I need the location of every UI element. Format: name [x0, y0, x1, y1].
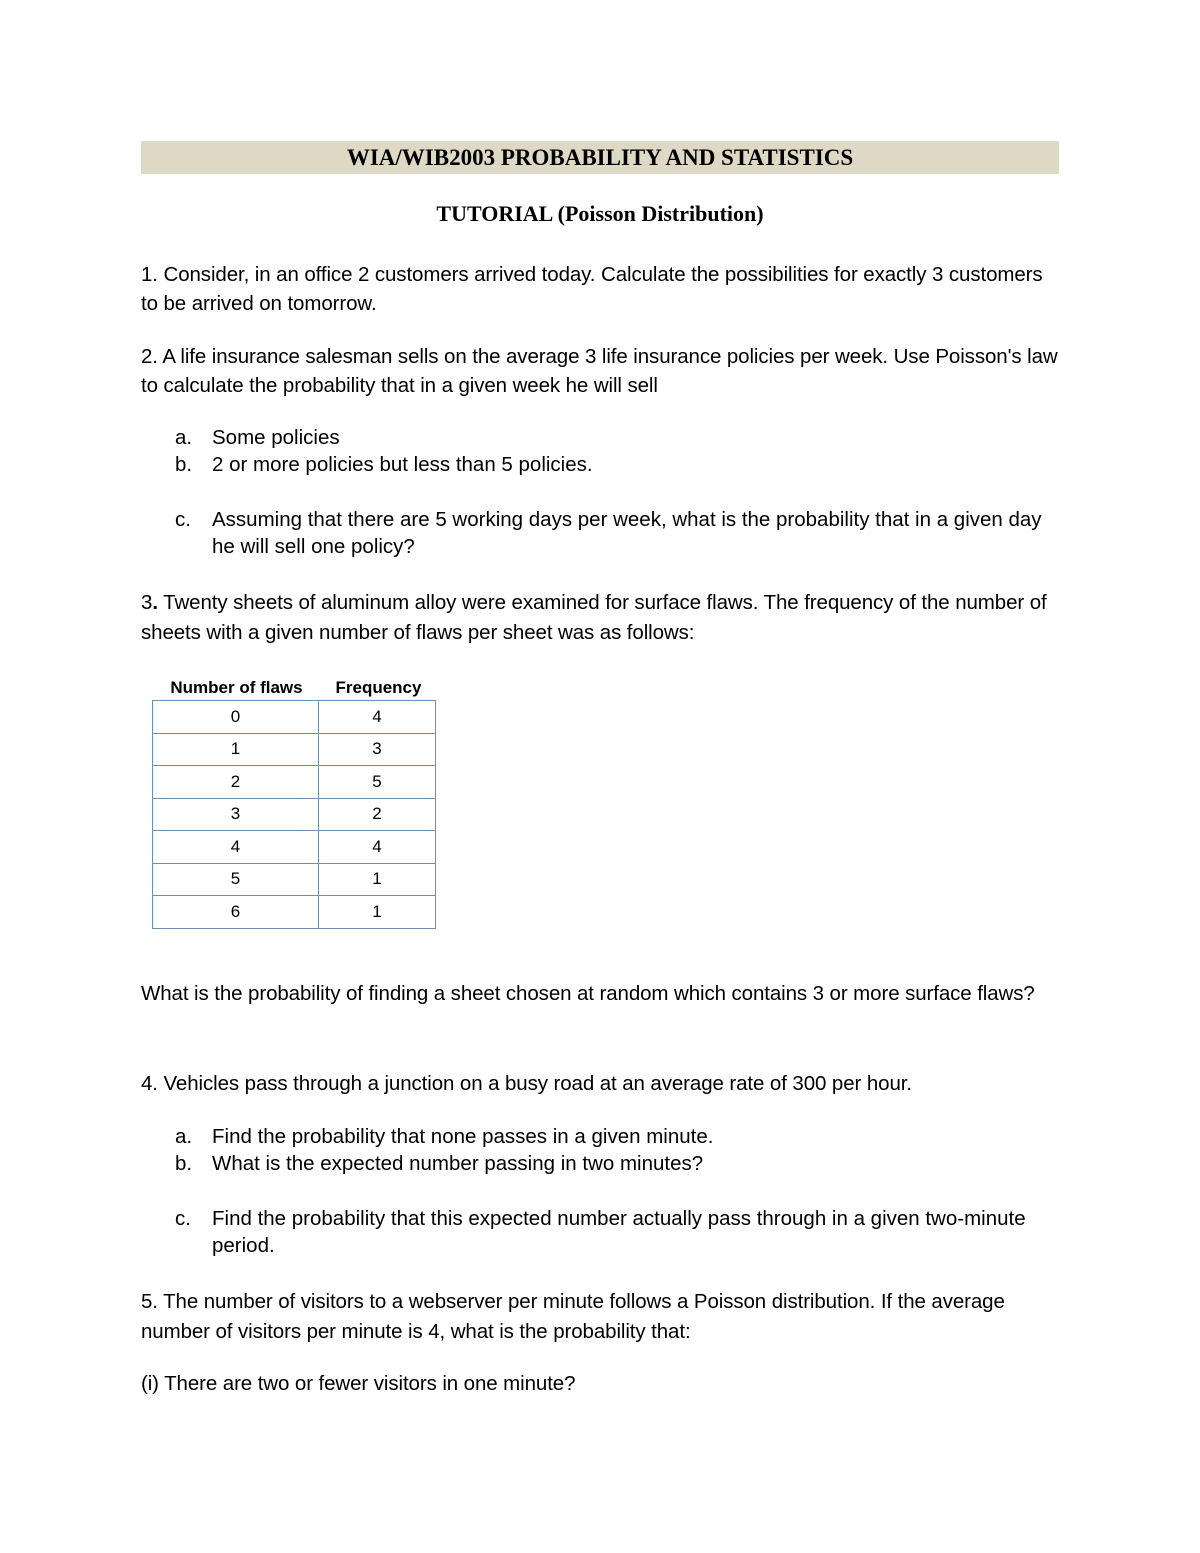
question-2: 2. A life insurance salesman sells on the average 3 life insurance policies per week. Use Poisson's law to calculate the probability that in a given week he will sell	[141, 345, 1058, 397]
column-header-flaws: Number of flaws	[170, 678, 303, 697]
table-cell: 3	[153, 798, 319, 831]
question-3-prompt: What is the probability of finding a sheet chosen at random which contains 3 or more surface flaws?	[141, 982, 1035, 1005]
question-2c	[175, 506, 1059, 560]
flaws-table-header	[153, 678, 443, 698]
part-letter: a.	[175, 1125, 193, 1148]
question-2a	[175, 424, 1059, 451]
table-row	[153, 766, 436, 799]
question-4: 4. Vehicles pass through a junction on a busy road at an average rate of 300 per hour.	[141, 1072, 912, 1095]
question-4b	[175, 1150, 1059, 1177]
question-4c	[175, 1205, 1059, 1259]
question-2b	[175, 451, 1059, 478]
table-cell: 4	[319, 701, 436, 734]
table-cell: 4	[319, 831, 436, 864]
part-letter: b.	[175, 1152, 193, 1175]
column-header-frequency: Frequency	[335, 678, 422, 697]
question-4a	[175, 1123, 1059, 1150]
question-1: 1. Consider, in an office 2 customers arrived today. Calculate the possibilities for exactly 3 customers to be arrived on tomorrow.	[141, 263, 1043, 315]
table-cell: 1	[153, 733, 319, 766]
table-cell: 1	[319, 896, 436, 929]
flaws-table	[152, 700, 436, 929]
table-row	[153, 733, 436, 766]
part-letter: b.	[175, 453, 193, 476]
part-text: What is the expected number passing in two minutes?	[212, 1152, 704, 1175]
course-title: WIA/WIB2003 PROBABILITY AND STATISTICS	[141, 141, 1059, 174]
table-cell: 6	[153, 896, 319, 929]
part-text: 2 or more policies but less than 5 policies.	[212, 453, 593, 476]
table-cell: 1	[319, 863, 436, 896]
part-text: Find the probability that this expected number actually pass through in a given two-minute period.	[212, 1207, 1026, 1257]
question-5-part-i: (i) There are two or fewer visitors in one minute?	[141, 1372, 576, 1395]
question-3	[141, 588, 1059, 648]
tutorial-title: TUTORIAL (Poisson Distribution)	[436, 201, 764, 226]
table-row	[153, 863, 436, 896]
table-cell: 4	[153, 831, 319, 864]
table-row	[153, 831, 436, 864]
table-cell: 0	[153, 701, 319, 734]
table-cell: 5	[319, 766, 436, 799]
question-3-text: Twenty sheets of aluminum alloy were examined for surface flaws. The frequency of the number of sheets with a given number of flaws per sheet was as follows:	[141, 591, 1047, 644]
part-letter: a.	[175, 426, 193, 449]
table-row	[153, 701, 436, 734]
table-row	[153, 896, 436, 929]
table-cell: 3	[319, 733, 436, 766]
part-letter: c.	[175, 1207, 191, 1230]
question-3-period: .	[152, 591, 158, 614]
table-cell: 5	[153, 863, 319, 896]
table-row	[153, 798, 436, 831]
part-letter: c.	[175, 508, 191, 531]
part-text: Some policies	[212, 426, 340, 449]
question-3-number: 3	[141, 591, 153, 614]
table-cell: 2	[153, 766, 319, 799]
part-text: Find the probability that none passes in a given minute.	[212, 1125, 714, 1148]
part-text: Assuming that there are 5 working days per week, what is the probability that in a given day he will sell one policy?	[212, 508, 1042, 558]
table-cell: 2	[319, 798, 436, 831]
question-5: 5. The number of visitors to a webserver per minute follows a Poisson distribution. If the average number of visitors per minute is 4, what is the probability that:	[141, 1290, 1005, 1343]
